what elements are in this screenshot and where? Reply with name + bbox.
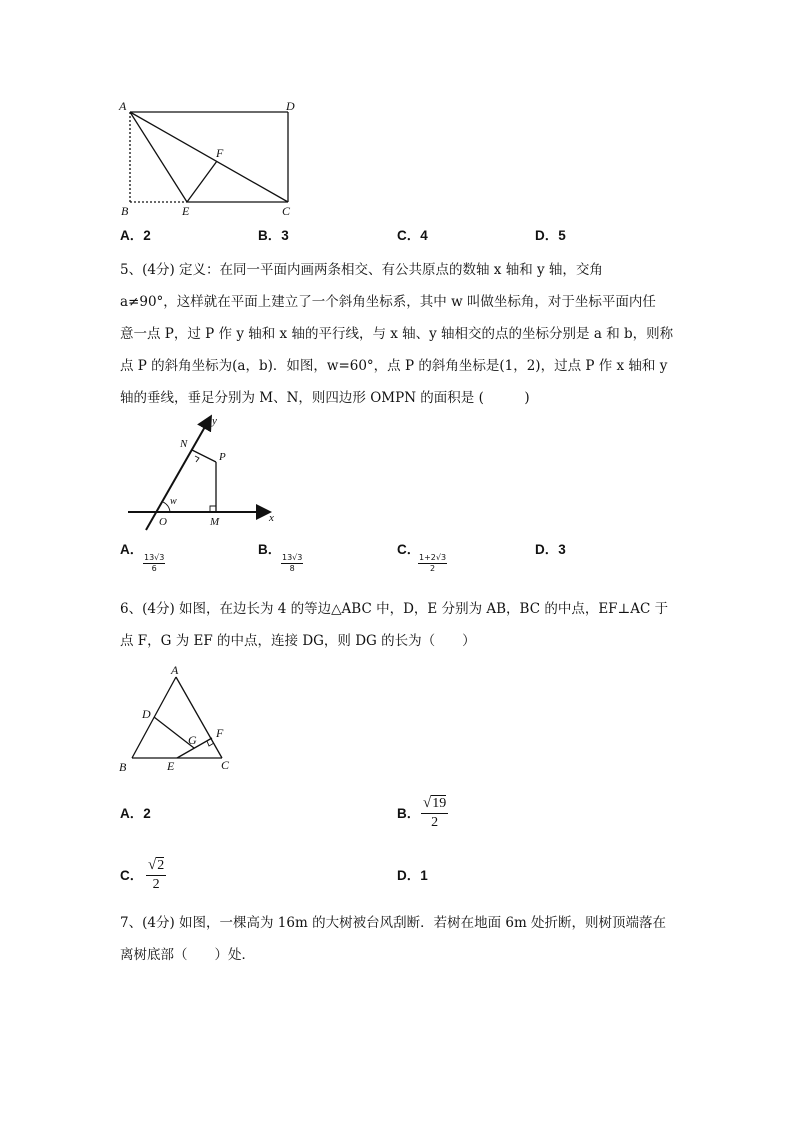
q5-line-1: 5、(4分) 定义：在同一平面内画两条相交、有公共原点的数轴 x 轴和 y 轴，交角 xyxy=(120,262,603,278)
q5-option-c-fraction: $\frac{1+2√3}{2}$ xyxy=(419,553,447,573)
label-p: P xyxy=(219,451,226,463)
q5-line-5: 轴的垂线，垂足分别为 M、N，则四边形 OMPN 的面积是 ( ) xyxy=(120,390,530,406)
q5-option-b-prefix: B． xyxy=(258,542,282,557)
label-w: w xyxy=(170,496,177,507)
label-x: x xyxy=(269,512,274,524)
label-y: y xyxy=(212,415,217,427)
label-f: F xyxy=(216,146,224,160)
label-d: D xyxy=(142,707,151,721)
q5-option-c-prefix: C． xyxy=(397,542,421,557)
q6-option-b-prefix: B． xyxy=(397,806,421,821)
label-o: O xyxy=(159,516,167,528)
figure-equilateral-triangle xyxy=(112,660,242,780)
label-e: E xyxy=(167,759,175,773)
q5-line-2: a≠90°，这样就在平面上建立了一个斜角坐标系，其中 w 叫做坐标角，对于坐标平面内任 xyxy=(120,294,656,310)
label-n: N xyxy=(180,438,188,450)
q7-line-1: 7、(4分) 如图，一棵高为 16m 的大树被台风刮断．若树在地面 6m 处折断，则树顶端落在 xyxy=(120,915,667,931)
q5-option-a-fraction: $\frac{13√3}{6}$ xyxy=(144,553,165,573)
label-a: A xyxy=(171,663,179,677)
q4-option-b: B．3 xyxy=(258,228,289,243)
q5-line-3: 意一点 P，过 P 作 y 轴和 x 轴的平行线，与 x 轴、y 轴相交的点的坐标分别是 a 和 b，则称 xyxy=(120,326,674,342)
q6-line-1: 6、(4分) 如图，在边长为 4 的等边△ABC 中，D，E 分别为 AB，BC 的中点，EF⊥AC 于 xyxy=(120,601,669,617)
label-g: G xyxy=(188,733,197,747)
q6-option-a: A．2 xyxy=(120,806,151,821)
label-b: B xyxy=(119,760,127,774)
q4-option-a: A．2 xyxy=(120,228,151,243)
q5-option-b-fraction: $\frac{13√3}{8}$ xyxy=(282,553,303,573)
label-c: C xyxy=(282,204,291,218)
label-f: F xyxy=(216,726,224,740)
q4-option-c: C．4 xyxy=(397,228,428,243)
figure-rectangle-abcd xyxy=(110,95,310,220)
q6-option-c-fraction: $\frac{√2}{2}$ xyxy=(148,857,165,892)
figure-oblique-axes xyxy=(120,410,290,535)
q6-line-2: 点 F，G 为 EF 的中点，连接 DG，则 DG 的长为（ ） xyxy=(120,633,476,649)
q6-option-d: D．1 xyxy=(397,868,428,883)
q4-option-d: D．5 xyxy=(535,228,566,243)
label-c: C xyxy=(221,758,230,772)
label-d: D xyxy=(286,99,295,113)
q5-line-4: 点 P 的斜角坐标为(a，b)．如图，w=60°，点 P 的斜角坐标是(1，2)，过点 P 作 x 轴和 y xyxy=(120,358,668,374)
label-e: E xyxy=(182,204,190,218)
q7-line-2: 离树底部（ ）处． xyxy=(120,947,255,963)
q6-option-b-fraction: $\frac{√19}{2}$ xyxy=(423,795,447,830)
label-a: A xyxy=(119,99,127,113)
label-b: B xyxy=(121,204,129,218)
q5-option-a-prefix: A． xyxy=(120,542,144,557)
label-m: M xyxy=(210,516,220,528)
q6-option-c-prefix: C． xyxy=(120,868,144,883)
q5-option-d: D．3 xyxy=(535,542,566,557)
